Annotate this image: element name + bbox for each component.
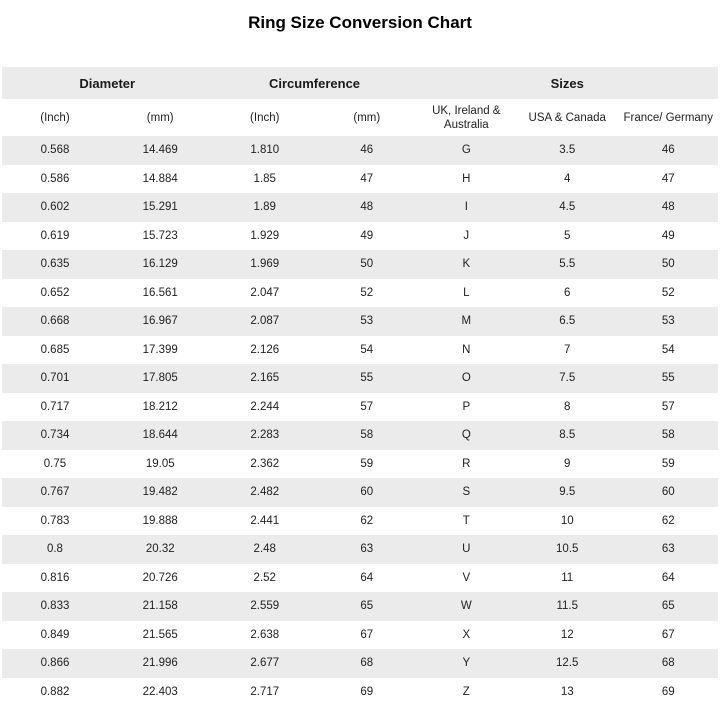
table-cell: Q	[417, 421, 517, 450]
table-row	[2, 307, 718, 336]
table-cell: 49	[360, 229, 374, 242]
table-cell: 52	[360, 286, 374, 299]
table-cell: 2.677	[212, 649, 317, 678]
table-cell: 68	[317, 649, 417, 678]
column-group-header-row	[2, 67, 718, 99]
table-cell: 8.5	[516, 421, 618, 450]
table-cell: U	[417, 535, 517, 564]
table-cell: 0.882	[40, 685, 70, 698]
table-cell: 19.482	[108, 478, 213, 507]
table-cell: 0.816	[40, 571, 70, 584]
table-cell: 65	[618, 592, 718, 621]
table-cell: 7.5	[516, 364, 618, 393]
table-cell: 47	[661, 172, 675, 185]
table-cell: 52	[661, 286, 675, 299]
table-cell: 2.244	[250, 400, 280, 413]
table-cell: S	[417, 478, 517, 507]
table-cell: P	[462, 400, 471, 413]
column-header-france-germany: France/ Germany	[618, 99, 718, 136]
table-row	[2, 478, 718, 507]
table-cell: 68	[618, 649, 718, 678]
table-cell: 17.399	[142, 343, 178, 356]
group-header-sizes: Sizes	[417, 67, 718, 99]
table-cell: 60	[618, 478, 718, 507]
table-cell: 53	[317, 307, 417, 336]
table-cell: 21.158	[108, 592, 213, 621]
column-header-circumference-mm: (mm)	[317, 99, 417, 136]
table-cell: 12.5	[516, 649, 618, 678]
table-cell: 69	[360, 685, 374, 698]
table-cell: 10	[560, 514, 574, 527]
table-cell: 54	[360, 343, 374, 356]
table-row	[2, 621, 718, 650]
table-cell: 1.969	[212, 250, 317, 279]
page-title: Ring Size Conversion Chart	[248, 13, 472, 32]
table-cell: 0.767	[2, 478, 108, 507]
table-cell: 2.48	[212, 535, 317, 564]
table-cell: 4.5	[516, 193, 618, 222]
table-cell: 46	[618, 136, 718, 165]
table-cell: 20.32	[108, 535, 213, 564]
table-cell: 14.469	[108, 136, 213, 165]
table-cell: 18.212	[142, 400, 178, 413]
table-cell: 1.929	[250, 229, 280, 242]
table-cell: 20.726	[142, 571, 178, 584]
table-row	[2, 421, 718, 450]
table-cell: 1.810	[212, 136, 317, 165]
table-cell: 2.362	[250, 457, 280, 470]
table-cell: 0.685	[40, 343, 70, 356]
table-cell: 0.602	[2, 193, 108, 222]
table-cell: 64	[661, 571, 675, 584]
table-cell: 5	[564, 229, 571, 242]
table-cell: 55	[317, 364, 417, 393]
table-cell: 59	[360, 457, 374, 470]
table-cell: 60	[317, 478, 417, 507]
table-cell: 3.5	[516, 136, 618, 165]
table-cell: 11.5	[516, 592, 618, 621]
table-cell: 2.087	[212, 307, 317, 336]
table-cell: 46	[317, 136, 417, 165]
table-cell: 62	[661, 514, 675, 527]
table-cell: 2.165	[212, 364, 317, 393]
table-cell: R	[462, 457, 471, 470]
table-row	[2, 336, 718, 365]
table-cell: 0.568	[2, 136, 108, 165]
table-row	[2, 393, 718, 422]
table-cell: 58	[317, 421, 417, 450]
table-cell: 1.85	[253, 172, 276, 185]
table-cell: 54	[661, 343, 675, 356]
table-cell: 69	[661, 685, 675, 698]
table-row	[2, 136, 718, 165]
table-cell: 0.8	[2, 535, 108, 564]
table-cell: 1.89	[212, 193, 317, 222]
table-cell: 63	[317, 535, 417, 564]
table-body	[2, 136, 718, 706]
column-header-uk-ireland-australia: UK, Ireland & Australia	[417, 99, 517, 136]
table-cell: 0.635	[2, 250, 108, 279]
table-cell: 0.652	[40, 286, 70, 299]
column-header-usa-canada: USA & Canada	[516, 99, 618, 136]
table-cell: 21.565	[142, 628, 178, 641]
group-header-diameter: Diameter	[2, 67, 212, 99]
table-cell: 2.283	[212, 421, 317, 450]
column-header-circumference-inch: (Inch)	[212, 99, 317, 136]
table-cell: 47	[360, 172, 374, 185]
table-cell: 55	[618, 364, 718, 393]
table-cell: 53	[618, 307, 718, 336]
table-cell: 22.403	[142, 685, 178, 698]
table-cell: Y	[417, 649, 517, 678]
table-cell: 0.619	[40, 229, 70, 242]
table-cell: 2.441	[250, 514, 280, 527]
table-cell: 0.586	[40, 172, 70, 185]
table-row	[2, 507, 718, 536]
table-cell: G	[417, 136, 517, 165]
table-cell: 2.638	[250, 628, 280, 641]
table-cell: 15.291	[108, 193, 213, 222]
table-row	[2, 564, 718, 593]
table-cell: W	[417, 592, 517, 621]
table-cell: 4	[564, 172, 571, 185]
table-cell: 5.5	[516, 250, 618, 279]
table-cell: 6	[564, 286, 571, 299]
table-cell: 0.833	[2, 592, 108, 621]
table-cell: 10.5	[516, 535, 618, 564]
table-cell: 21.996	[108, 649, 213, 678]
group-header-circumference: Circumference	[212, 67, 416, 99]
table-cell: 48	[317, 193, 417, 222]
table-cell: 16.129	[108, 250, 213, 279]
table-row	[2, 279, 718, 308]
table-cell: 57	[360, 400, 374, 413]
table-cell: 9	[564, 457, 571, 470]
table-cell: 16.967	[108, 307, 213, 336]
table-cell: 59	[661, 457, 675, 470]
table-cell: Z	[462, 685, 470, 698]
table-cell: 15.723	[142, 229, 178, 242]
table-cell: M	[417, 307, 517, 336]
table-cell: 0.849	[40, 628, 70, 641]
table-cell: H	[462, 172, 471, 185]
table-cell: 7	[564, 343, 571, 356]
table-cell: 19.05	[145, 457, 175, 470]
table-cell: O	[417, 364, 517, 393]
table-cell: 12	[560, 628, 574, 641]
table-cell: 0.734	[2, 421, 108, 450]
table-cell: 14.884	[142, 172, 178, 185]
table-cell: 50	[317, 250, 417, 279]
table-cell: 8	[564, 400, 571, 413]
table-cell: 65	[317, 592, 417, 621]
table-cell: 50	[618, 250, 718, 279]
table-cell: 18.644	[108, 421, 213, 450]
table-cell: 16.561	[142, 286, 178, 299]
table-cell: 0.866	[2, 649, 108, 678]
table-cell: 19.888	[142, 514, 178, 527]
column-header-diameter-mm: (mm)	[108, 99, 213, 136]
table-cell: 63	[618, 535, 718, 564]
table-cell: 2.717	[250, 685, 280, 698]
table-cell: 57	[661, 400, 675, 413]
table-cell: 0.701	[2, 364, 108, 393]
table-cell: V	[462, 571, 471, 584]
table-cell: 48	[618, 193, 718, 222]
table-row	[2, 649, 718, 678]
table-cell: 67	[661, 628, 675, 641]
table-cell: 0.75	[43, 457, 67, 470]
table-row	[2, 364, 718, 393]
table-cell: N	[462, 343, 471, 356]
table-cell: 67	[360, 628, 374, 641]
table-cell: T	[462, 514, 470, 527]
table-cell: 2.126	[250, 343, 280, 356]
ring-size-conversion-table	[2, 67, 718, 706]
table-cell: 17.805	[108, 364, 213, 393]
table-cell: K	[417, 250, 517, 279]
table-cell: 13	[560, 685, 574, 698]
table-row	[2, 222, 718, 251]
table-cell: 58	[618, 421, 718, 450]
table-cell: 62	[360, 514, 374, 527]
column-header-diameter-inch: (Inch)	[2, 99, 108, 136]
table-cell: J	[463, 229, 470, 242]
table-cell: 0.668	[2, 307, 108, 336]
table-cell: 0.783	[40, 514, 70, 527]
table-cell: 2.52	[253, 571, 276, 584]
column-header-row	[2, 99, 718, 136]
table-cell: 6.5	[516, 307, 618, 336]
table-cell: 49	[661, 229, 675, 242]
table-cell: 2.482	[212, 478, 317, 507]
table-cell: X	[462, 628, 471, 641]
table-row	[2, 193, 718, 222]
table-row	[2, 450, 718, 479]
table-row	[2, 165, 718, 194]
table-cell: I	[417, 193, 517, 222]
table-cell: 0.717	[40, 400, 70, 413]
table-row	[2, 678, 718, 707]
table-cell: 9.5	[516, 478, 618, 507]
table-cell: L	[463, 286, 470, 299]
table-cell: 64	[360, 571, 374, 584]
table-cell: 2.047	[250, 286, 280, 299]
table-cell: 2.559	[212, 592, 317, 621]
table-row	[2, 535, 718, 564]
table-row	[2, 250, 718, 279]
table-cell: 11	[561, 571, 574, 584]
table-row	[2, 592, 718, 621]
